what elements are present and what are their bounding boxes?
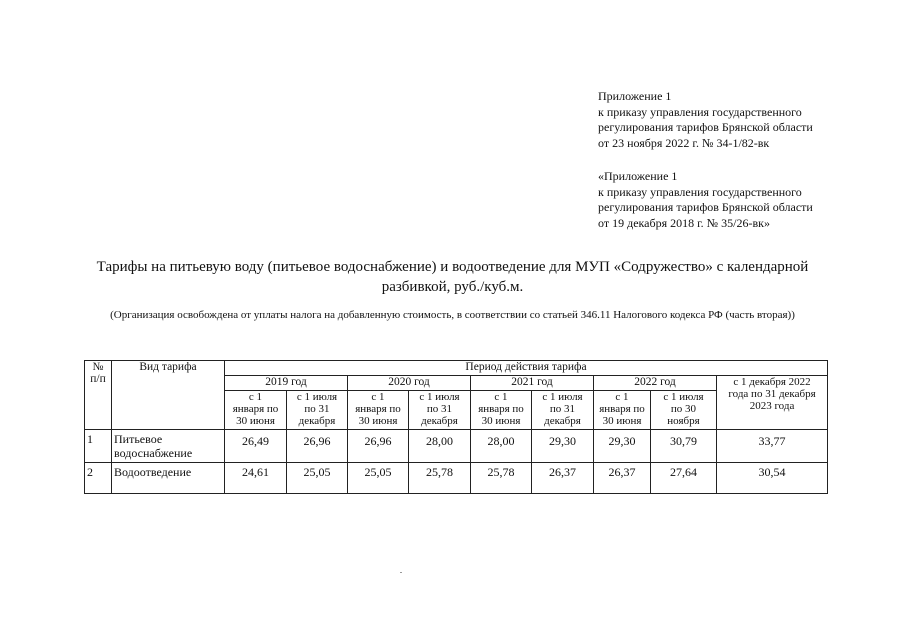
appendix-previous-line: регулирования тарифов Брянской области [598, 200, 813, 214]
table-header-row [85, 361, 828, 376]
tariff-table [84, 360, 828, 494]
subperiod-line: декабря [421, 415, 458, 427]
header-final-period [717, 376, 828, 430]
tariff-value: 27,64 [651, 463, 717, 494]
row-tariff-name-line: Водоотведение [114, 465, 192, 479]
header-subperiod [287, 391, 348, 430]
appendix-current [598, 89, 878, 151]
subperiod-line: 30 июня [358, 415, 398, 427]
appendix-current-line: от 23 ноября 2022 г. № 34-1/82-вк [598, 135, 770, 150]
tariff-value: 26,49 [225, 430, 287, 463]
header-subperiod [594, 391, 651, 430]
subperiod-line: по 31 [549, 403, 576, 415]
subperiod-line: 30 июня [602, 415, 642, 427]
subperiod-line: января по [355, 403, 401, 415]
appendix-previous-line: от 19 декабря 2018 г. № 35/26-вк» [598, 215, 770, 230]
appendix-previous-line: «Приложение 1 [598, 169, 678, 183]
subperiod-line: января по [478, 403, 524, 415]
subperiod-line: по 31 [304, 403, 330, 415]
row-tariff-name-line: водоснабжение [114, 446, 193, 460]
subperiod-line: декабря [298, 415, 336, 427]
header-number-line: № [92, 361, 104, 373]
appendix-current-line: Приложение 1 [598, 89, 672, 103]
subperiod-line: по 30 [670, 403, 697, 415]
header-subperiod [651, 391, 717, 430]
header-subperiod [409, 391, 471, 430]
row-tariff-name-line: Питьевое [114, 432, 163, 446]
tax-exemption-note: (Организация освобождена от уплаты налога на добавленную стоимость, в соответствии со статьей 346.11 Налогового кодекса РФ (часть вторая)) [110, 309, 795, 321]
header-year: 2021 год [471, 376, 594, 391]
subperiod-line: с 1 [371, 391, 385, 403]
subperiod-line: декабря [544, 415, 581, 427]
header-number-line: п/п [90, 373, 106, 385]
tariff-value: 30,54 [717, 463, 828, 494]
subperiod-line: с 1 июля [296, 391, 338, 403]
tariff-value: 30,79 [651, 430, 717, 463]
header-year: 2022 год [594, 376, 717, 391]
header-subperiod [532, 391, 594, 430]
scan-speck [400, 572, 402, 573]
tariff-value: 26,96 [287, 430, 348, 463]
header-tariff-type: Вид тарифа [112, 361, 225, 430]
row-tariff-name [112, 463, 225, 494]
tariff-value: 33,77 [717, 430, 828, 463]
tariff-value: 25,78 [409, 463, 471, 494]
header-final-period-line: с 1 декабря 2022 [733, 376, 811, 388]
row-number: 2 [85, 463, 112, 494]
subperiod-line: с 1 июля [663, 391, 704, 403]
header-period: Период действия тарифа [225, 361, 828, 376]
header-final-period-line: 2023 года [749, 400, 795, 412]
tariff-value: 26,37 [594, 463, 651, 494]
tariff-value: 25,78 [471, 463, 532, 494]
header-number [85, 361, 112, 430]
tariff-value: 29,30 [594, 430, 651, 463]
subperiod-line: января по [232, 403, 279, 415]
table-row [85, 430, 828, 463]
tariff-value: 29,30 [532, 430, 594, 463]
tariff-value: 28,00 [471, 430, 532, 463]
tariff-value: 25,05 [348, 463, 409, 494]
subperiod-line: ноября [667, 415, 700, 427]
tariff-value: 26,96 [348, 430, 409, 463]
tariff-value: 26,37 [532, 463, 594, 494]
subperiod-line: 30 июня [481, 415, 521, 427]
tariff-value: 28,00 [409, 430, 471, 463]
subperiod-line: с 1 [615, 391, 629, 403]
document-title [60, 257, 845, 297]
header-year: 2019 год [225, 376, 348, 391]
appendix-previous [598, 169, 878, 231]
appendix-current-line: к приказу управления государственного [598, 104, 802, 119]
subperiod-line: января по [599, 403, 645, 415]
appendix-previous-line: к приказу управления государственного [598, 184, 802, 199]
subperiod-line: по 31 [426, 403, 453, 415]
header-subperiod [348, 391, 409, 430]
header-year: 2020 год [348, 376, 471, 391]
appendix-current-line: регулирования тарифов Брянской области [598, 120, 813, 134]
document-title-line: Тарифы на питьевую воду (питьевое водоснабжение) и водоотведение для МУП «Содружество» с календарной [96, 259, 809, 275]
subperiod-line: с 1 июля [419, 391, 460, 403]
header-final-period-line: года по 31 декабря [728, 388, 816, 400]
header-subperiod [225, 391, 287, 430]
table-row [85, 463, 828, 494]
subperiod-line: 30 июня [236, 415, 275, 427]
row-number: 1 [85, 430, 112, 463]
subperiod-line: с 1 [494, 391, 508, 403]
row-tariff-name [112, 430, 225, 463]
subperiod-line: с 1 июля [542, 391, 583, 403]
tariff-value: 25,05 [287, 463, 348, 494]
tariff-value: 24,61 [225, 463, 287, 494]
header-subperiod [471, 391, 532, 430]
document-title-line: разбивкой, руб./куб.м. [381, 279, 524, 295]
subperiod-line: с 1 [248, 391, 263, 403]
